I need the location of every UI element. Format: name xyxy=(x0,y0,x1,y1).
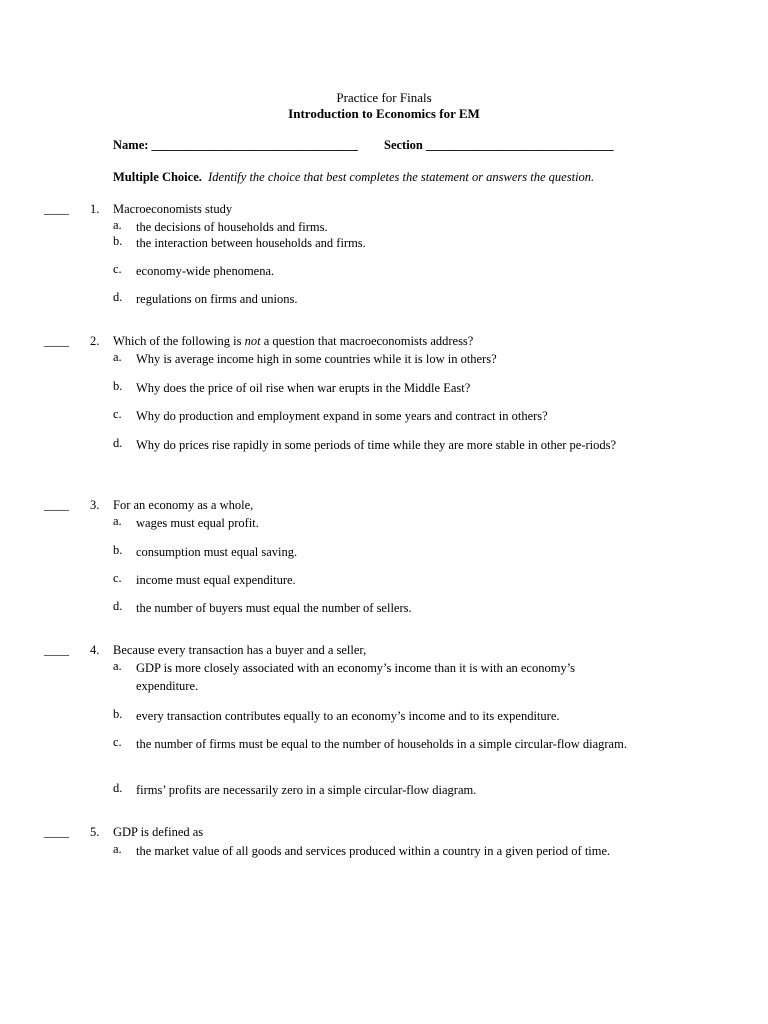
choice-text: the number of firms must be equal to the number of households in a simple circular-flow diagram. xyxy=(136,737,627,751)
choice-text: the market value of all goods and services produced within a country in a given period of time. xyxy=(136,844,611,858)
name-label: Name: xyxy=(113,138,149,152)
choice-letter: c. xyxy=(113,407,122,421)
choice-text: income must equal expenditure. xyxy=(136,573,296,587)
instructions-text: Identify the choice that best completes the statement or answers the question. xyxy=(208,170,595,184)
instructions xyxy=(113,170,594,185)
stem-part: Which of the following is xyxy=(113,334,245,348)
section-label: Section xyxy=(384,138,423,152)
question-stem: GDP is defined as xyxy=(113,825,204,839)
question-number: 5. xyxy=(90,825,100,839)
choice-text: every transaction contributes equally to an economy’s income and to its expenditure. xyxy=(136,709,560,723)
instructions-label: Multiple Choice. xyxy=(113,170,202,184)
choice-text: economy-wide phenomena. xyxy=(136,264,275,278)
stem-part: a question that macroeconomists address? xyxy=(260,334,474,348)
choice-letter: c. xyxy=(113,735,122,749)
choice-text: GDP is more closely associated with an economy’s income than it is with an economy’s expenditure. xyxy=(136,661,576,693)
name-blank: _________________________________ xyxy=(151,138,358,152)
choice-letter: a. xyxy=(113,514,122,528)
section-blank: ______________________________ xyxy=(426,138,614,152)
page-title: Practice for Finals xyxy=(336,90,432,105)
stem-emphasis: not xyxy=(244,334,261,348)
choice-letter: a. xyxy=(113,842,122,856)
answer-blank: ____ xyxy=(44,202,69,216)
answer-blank: ____ xyxy=(44,825,69,839)
choice-letter: a. xyxy=(113,218,122,232)
answer-blank: ____ xyxy=(44,498,69,512)
question-stem: For an economy as a whole, xyxy=(113,498,254,512)
choice-text: Why does the price of oil rise when war erupts in the Middle East? xyxy=(136,381,471,395)
choice-text: Why do prices rise rapidly in some periods of time while they are more stable in other pe-riods? xyxy=(136,438,617,452)
question-number: 1. xyxy=(90,202,100,216)
question-stem: Because every transaction has a buyer and a seller, xyxy=(113,643,367,657)
choice-text: Why is average income high in some countries while it is low in others? xyxy=(136,352,497,366)
choice-letter: c. xyxy=(113,262,122,276)
choice-letter: b. xyxy=(113,543,123,557)
choice-letter: d. xyxy=(113,781,123,795)
choice-text: firms’ profits are necessarily zero in a simple circular-flow diagram. xyxy=(136,783,477,797)
choice-text: wages must equal profit. xyxy=(136,516,259,530)
choice-letter: a. xyxy=(113,350,122,364)
question-number: 3. xyxy=(90,498,100,512)
choice-letter: d. xyxy=(113,290,123,304)
course-title: Introduction to Economics for EM xyxy=(288,106,480,121)
answer-blank: ____ xyxy=(44,334,69,348)
question-stem xyxy=(113,334,473,349)
choice-text: the decisions of households and firms. xyxy=(136,220,328,234)
section-field xyxy=(384,138,614,153)
choice-letter: b. xyxy=(113,234,123,248)
choice-letter: b. xyxy=(113,379,123,393)
choice-text: Why do production and employment expand in some years and contract in others? xyxy=(136,409,548,423)
choice-text: the number of buyers must equal the number of sellers. xyxy=(136,601,412,615)
choice-text: regulations on firms and unions. xyxy=(136,292,298,306)
choice-letter: c. xyxy=(113,571,122,585)
choice-letter: d. xyxy=(113,599,123,613)
choice-text: consumption must equal saving. xyxy=(136,545,298,559)
choice-text: the interaction between households and firms. xyxy=(136,236,366,250)
name-field xyxy=(113,138,358,153)
question-number: 4. xyxy=(90,643,100,657)
choice-letter: a. xyxy=(113,659,122,673)
answer-blank: ____ xyxy=(44,643,69,657)
question-stem: Macroeconomists study xyxy=(113,202,233,216)
question-number: 2. xyxy=(90,334,100,348)
choice-letter: b. xyxy=(113,707,123,721)
choice-letter: d. xyxy=(113,436,123,450)
